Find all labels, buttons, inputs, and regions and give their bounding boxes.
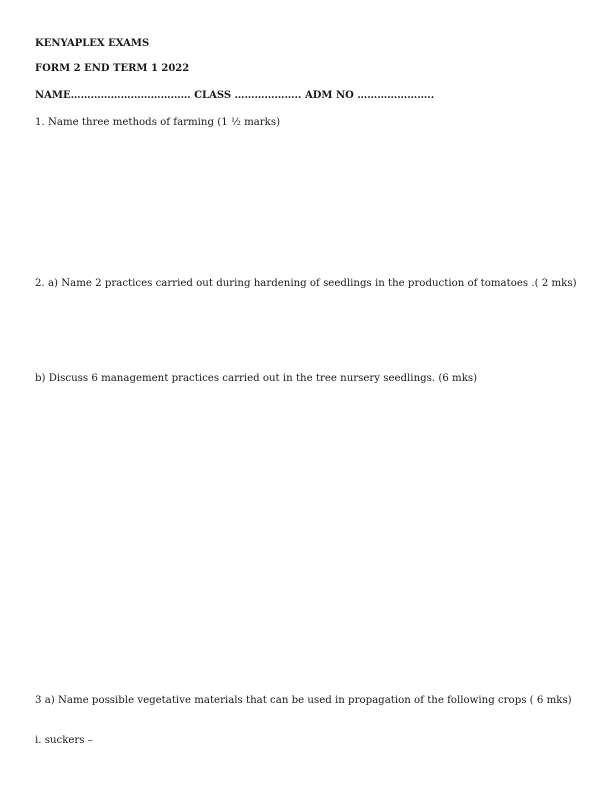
school-title: KENYAPLEX EXAMS [35, 38, 150, 49]
question-2b: b) Discuss 6 management practices carried out in the tree nursery seedlings. (6 mks) [35, 373, 478, 384]
question-2a: 2. a) Name 2 practices carried out during hardening of seedlings in the production of tomatoes .( 2 mks) [35, 278, 577, 289]
question-3a-i: i. suckers – [35, 735, 93, 746]
exam-title: FORM 2 END TERM 1 2022 [35, 63, 190, 74]
question-1: 1. Name three methods of farming (1 ½ marks) [35, 117, 281, 128]
question-3a: 3 a) Name possible vegetative materials that can be used in propagation of the following crops ( 6 mks) [35, 695, 572, 706]
student-details-line: NAME……………………………… CLASS ……………….. ADM NO ………………….. [35, 90, 435, 101]
